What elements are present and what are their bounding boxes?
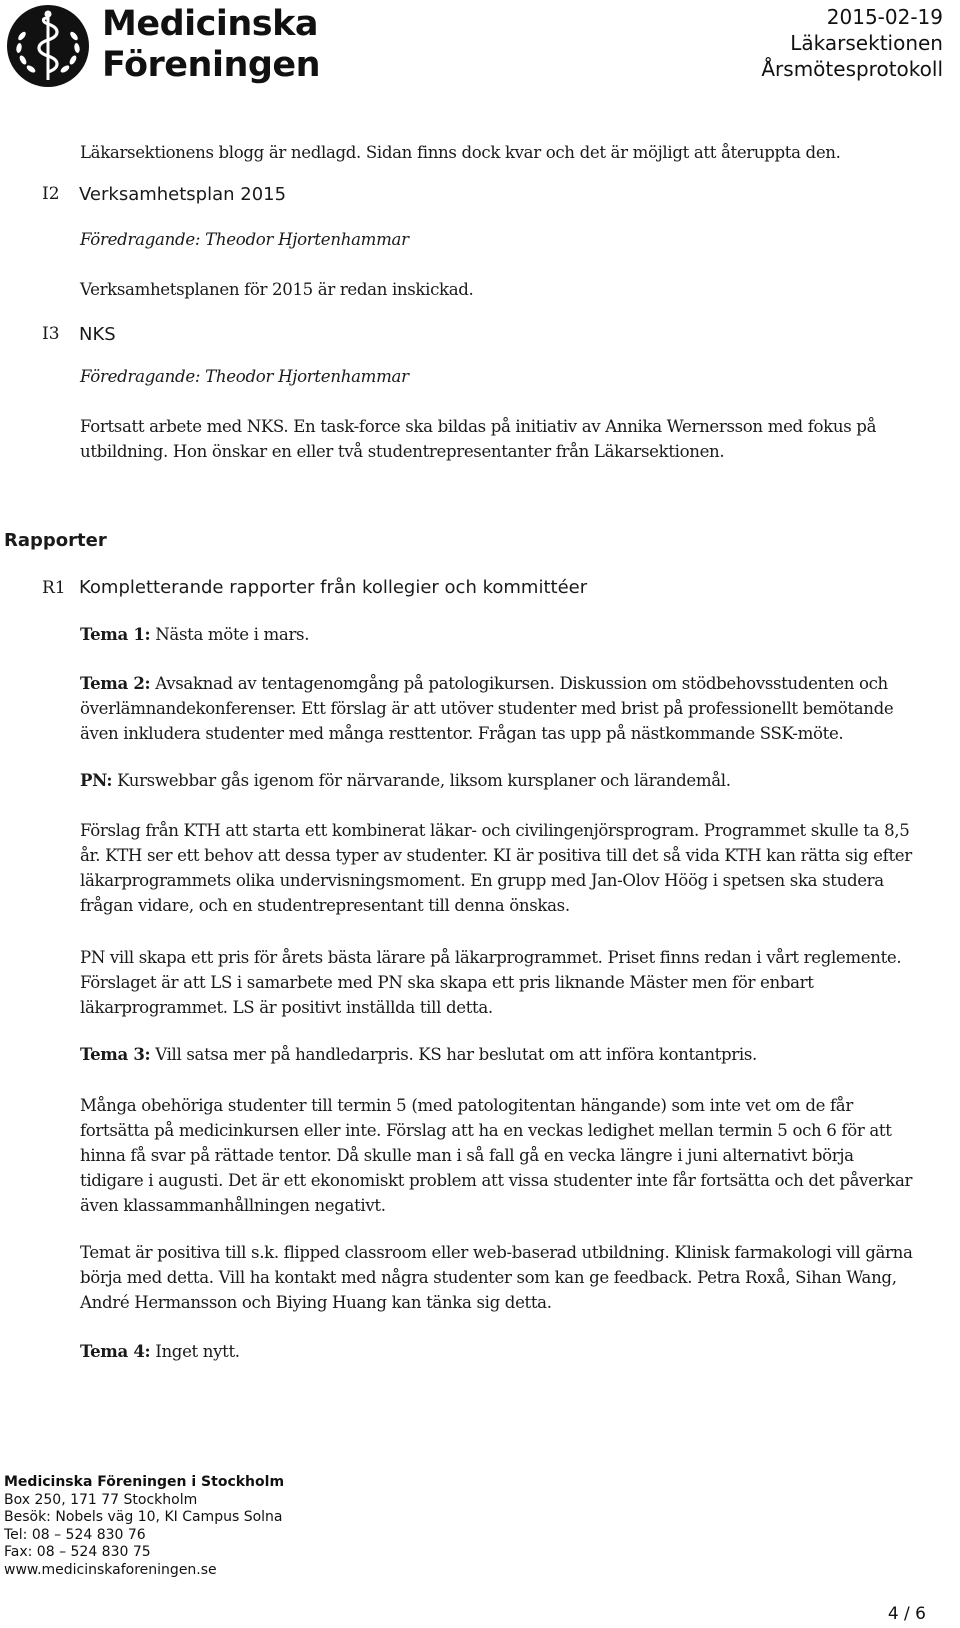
document-header-info (761, 4, 943, 82)
block-label: Tema 2: (80, 673, 151, 693)
block-text: Kurswebbar gås igenom för närvarande, liksom kursplaner och lärandemål. (117, 771, 731, 790)
footer-org: Medicinska Föreningen i Stockholm (4, 1474, 285, 1490)
report-paragraph: Temat är positiva till s.k. flipped classroom eller web-baserad utbildning. Klinisk farmakologi vill gärna börja med detta. Vill ha kontakt med några studenter som kan ge feedback. Petra Roxå, Sihan Wang, André Hermansson och Biying Huang kan tänka sig detta. (80, 1243, 913, 1312)
logo-line-2: Föreningen (102, 45, 321, 85)
report-block (80, 1042, 920, 1067)
item-text: Fortsatt arbete med NKS. En task-force ska bildas på initiativ av Annika Wernersson med fokus på utbildning. Hon önskar en eller två studentrepresentanter från Läkarsektionen. (80, 417, 877, 461)
block-label: Tema 3: (80, 1044, 151, 1064)
item-text: Verksamhetsplanen för 2015 är redan inskickad. (80, 280, 474, 299)
report-block (80, 1339, 920, 1364)
block-text: Vill satsa mer på handledarpris. KS har beslutat om att införa kontantpris. (155, 1045, 757, 1064)
report-block (80, 768, 920, 793)
block-text: Inget nytt. (155, 1342, 240, 1361)
report-paragraph: PN vill skapa ett pris för årets bästa lärare på läkarprogrammet. Priset finns redan i vårt reglemente. Förslaget är att LS i samarbete med PN ska skapa ett pris liknande Mäster men för enbart läkarprogrammet. LS är positivt inställda till detta. (80, 948, 902, 1017)
caduceus-emblem-icon (4, 2, 96, 90)
logo-wordmark (102, 4, 320, 86)
footer-address: Box 250, 171 77 Stockholm (4, 1491, 198, 1508)
footer (4, 1474, 284, 1580)
footer-tel: Tel: 08 – 524 830 76 (4, 1526, 146, 1543)
report-block (80, 622, 920, 647)
document-section: Läkarsektionen (790, 31, 943, 55)
section-heading: Rapporter (4, 530, 107, 551)
report-paragraph: Många obehöriga studenter till termin 5 (med patologitentan hängande) som inte vet om de får fortsätta på medicinkursen eller inte. Förslag att ha en veckas ledighet mellan termin 5 och 6 för att hinna få svar på rättade tentor. Då skulle man i så fall gå en vecka längre i juni alternativt börja tidigare i augusti. Det är ett ekonomiskt problem att vissa studenter inte får fortsätta och det påverkar även klassammanhållningen negativt. (80, 1096, 913, 1215)
block-label: PN: (80, 770, 113, 790)
item-title: Verksamhetsplan 2015 (79, 184, 287, 205)
page-number: 4 / 6 (887, 1604, 926, 1624)
item-presenter: Föredragande: Theodor Hjortenhammar (80, 230, 409, 249)
block-label: Tema 1: (80, 624, 151, 644)
item-title: NKS (79, 324, 116, 345)
block-text: Nästa möte i mars. (155, 625, 310, 644)
footer-web[interactable]: www.medicinskaforeningen.se (4, 1561, 217, 1578)
block-label: Tema 4: (80, 1341, 151, 1361)
footer-visit: Besök: Nobels väg 10, KI Campus Solna (4, 1509, 283, 1526)
item-number: I3 (42, 324, 60, 344)
logo-line-1: Medicinska (102, 4, 319, 44)
item-number: I2 (42, 184, 60, 204)
document-type: Årsmötesprotokoll (761, 57, 943, 81)
intro-paragraph: Läkarsektionens blogg är nedlagd. Sidan finns dock kvar och det är möjligt att återuppta den. (80, 143, 841, 162)
report-paragraph: Förslag från KTH att starta ett kombinerat läkar- och civilingenjörsprogram. Programmet skulle ta 8,5 år. KTH ser ett behov att dessa typer av studenter. KI är positiva till det så vida KTH kan rätta sig efter läkarprogrammets olika undervisningsmoment. En grupp med Jan-Olov Höög i spetsen ska studera frågan vidare, och en studentrepresentant till denna önskas. (80, 821, 912, 915)
report-number: R1 (42, 578, 66, 598)
document-date: 2015-02-19 (826, 5, 943, 29)
block-text: Avsaknad av tentagenomgång på patologikursen. Diskussion om stödbehovsstudenten och överlämnandekonferenser. Ett förslag är att utöver studenter med brist på professionellt bemötande även inkludera studenter med många resttentor. Frågan tas upp på nästkommande SSK-möte. (80, 674, 894, 743)
item-presenter: Föredragande: Theodor Hjortenhammar (80, 367, 409, 386)
footer-fax: Fax: 08 – 524 830 75 (4, 1544, 151, 1561)
logo (4, 2, 321, 90)
report-block (80, 671, 920, 746)
report-title: Kompletterande rapporter från kollegier och kommittéer (79, 577, 588, 598)
